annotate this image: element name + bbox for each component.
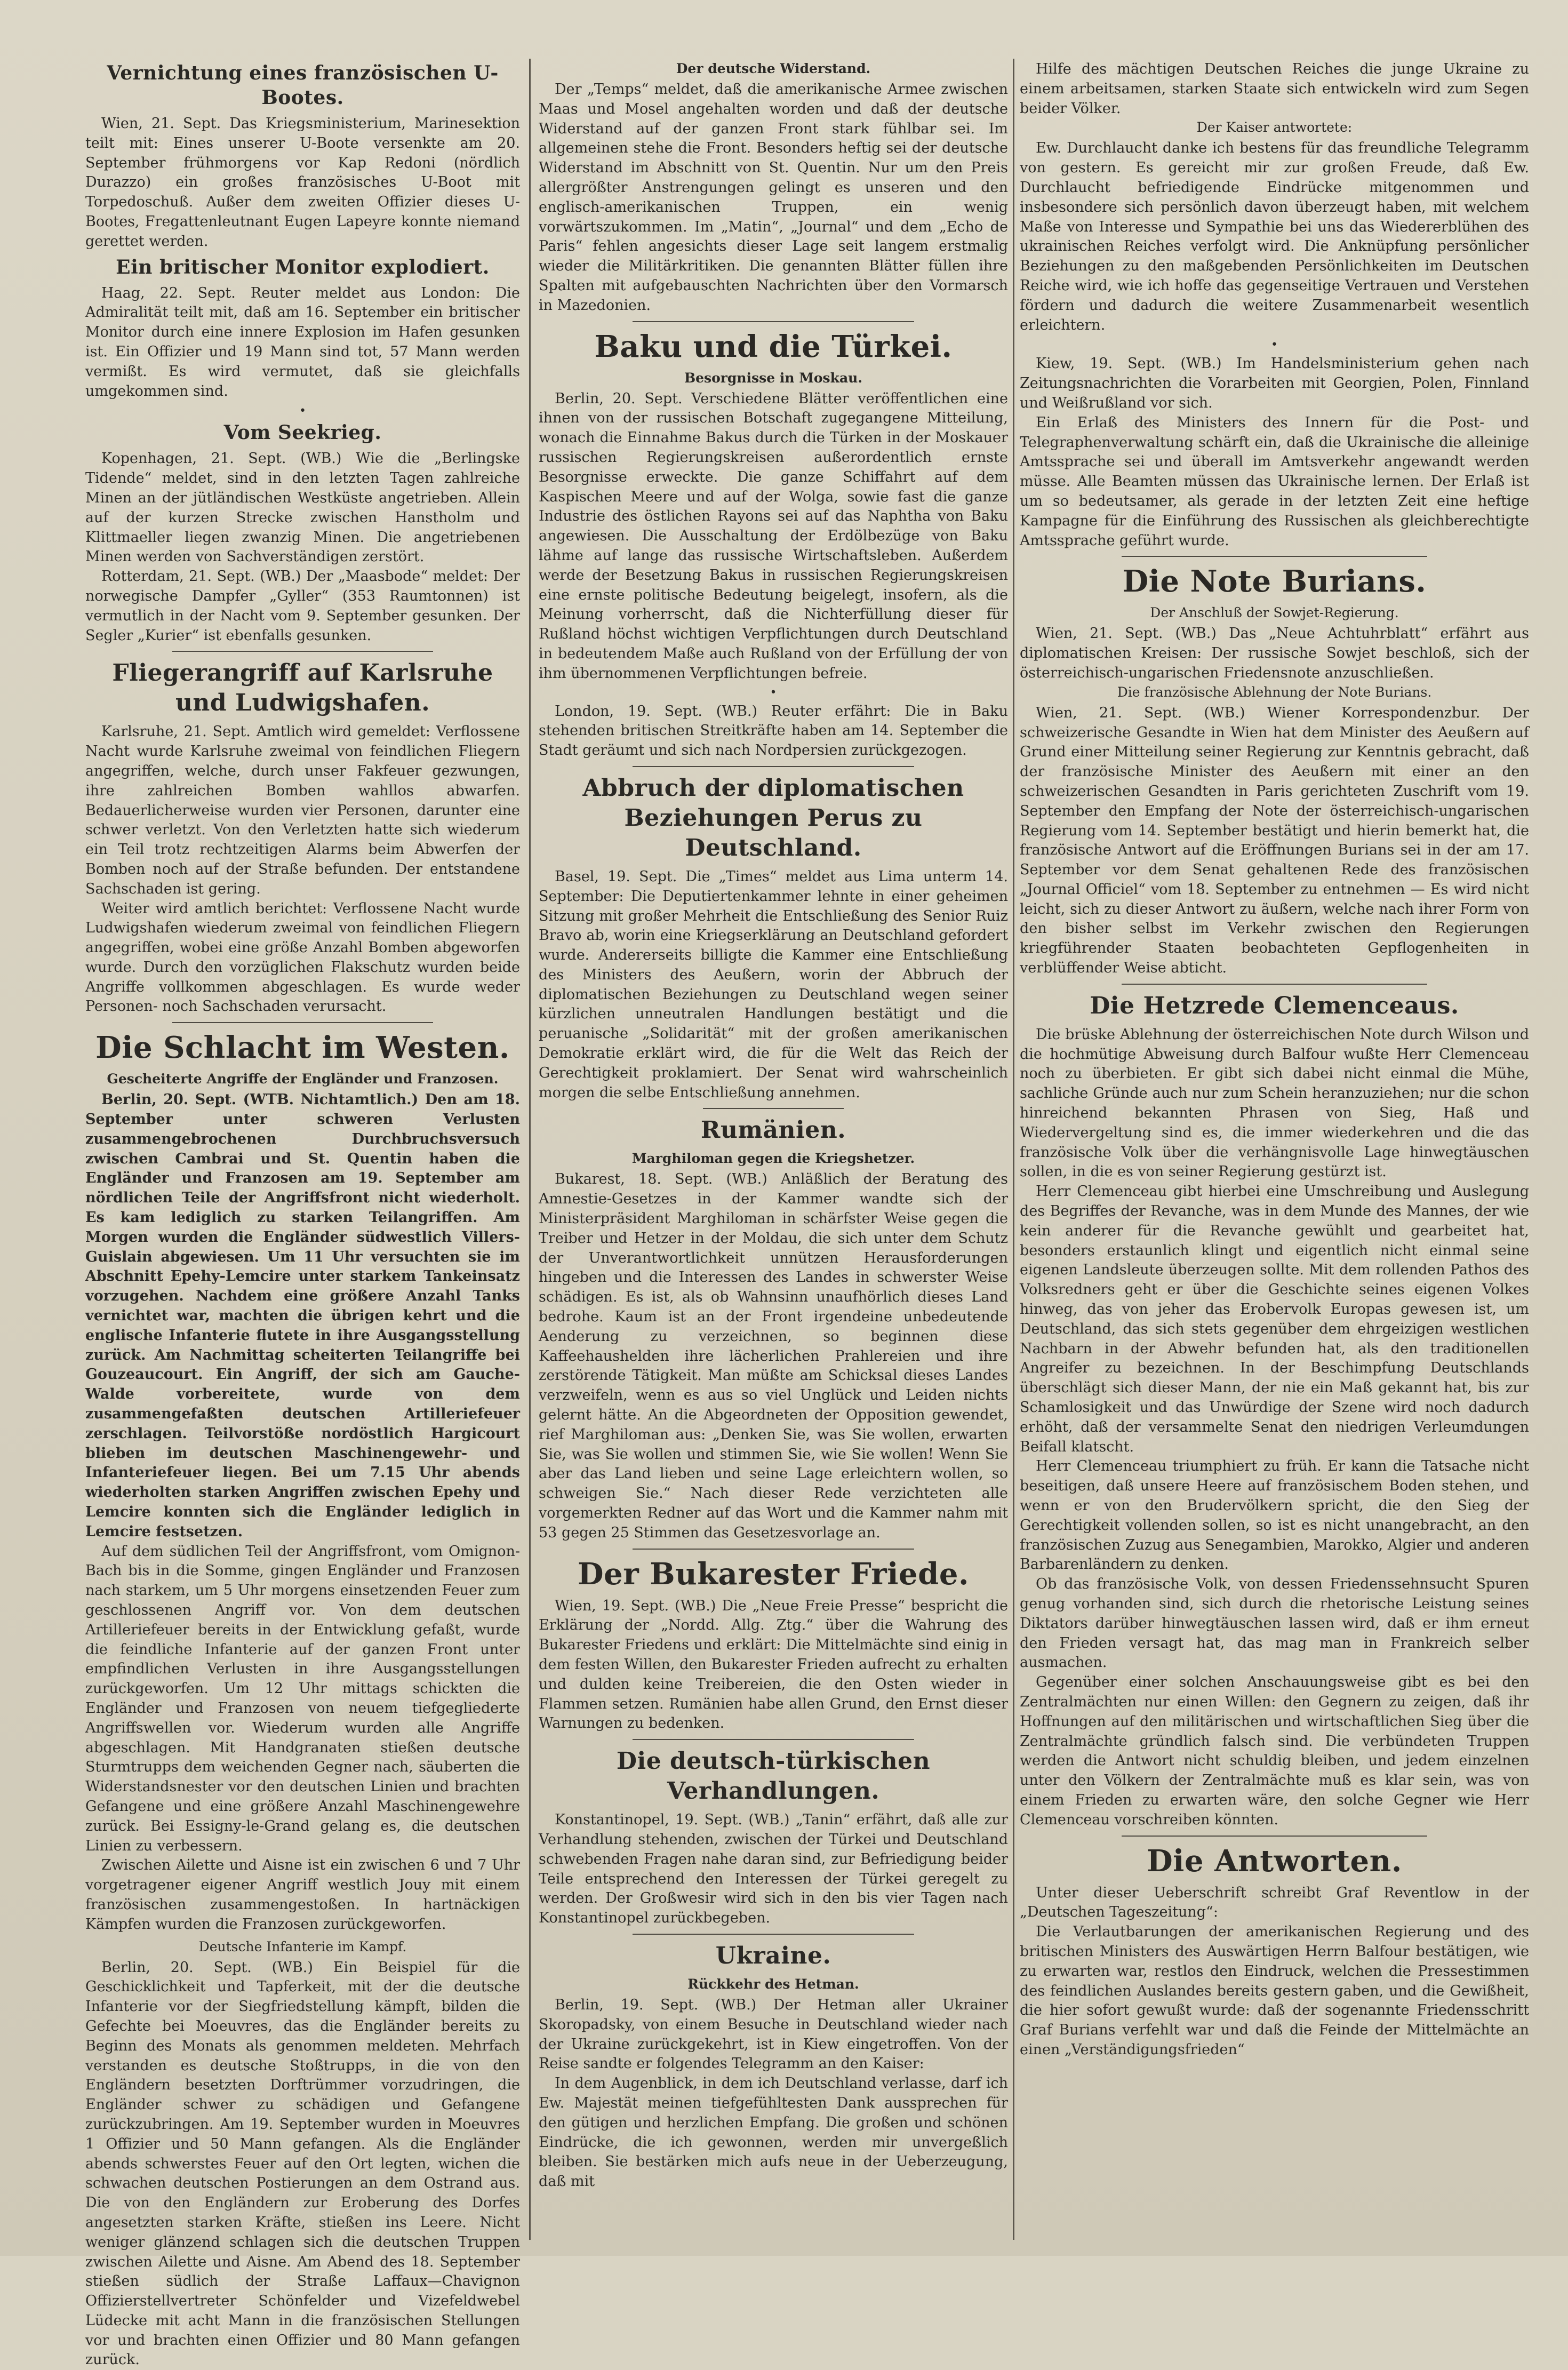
article-ukraine (539, 1941, 1008, 2192)
separator-rule (1122, 984, 1427, 985)
article-paragraph: Unter dieser Ueberschrift schreibt Graf Reventlow in der „Deutschen Tageszeitung“: (1020, 1884, 1529, 1921)
article-text: Wien, 19. Sept. (WB.) Die „Neue Freie Presse“ bespricht die Erklärung der „Nordd. Allg. Ztg.“ über die Wahrung des Bukarester Friedens und erklärt: Die Mittelmächte sind einig in dem festen Willen, den Bukarester Frieden aufrecht zu erhalten und dulden keine Treibereien, die den Osten wieder in Flammen setzen. Rumänien habe allen Grund, den Ernst dieser Warnungen zu bedenken. (539, 1597, 1008, 1732)
article-paragraph: Berlin, 20. Sept. (WTB. Nichtamtlich.) Den am 18. September unter schweren Verlusten zusammengebrochenen Durchbruchsversuch zwischen Cambrai und St. Quentin haben die Engländer und Franzosen am 19. September am nördlichen Teile der Angriffsfront nicht wiederholt. Es kam lediglich zu starken Teilangriffen. Am Morgen wurden die Engländer südwestlich Villers-Guislain abgewiesen. Um 11 Uhr versuchten sie im Abschnitt Epehy-Lemcire unter starkem Tankeinsatz vorzugehen. Nachdem eine größere Anzahl Tanks vernichtet war, machten die übrigen kehrt und die englische Infanterie flutete in ihre Ausgangsstellung zurück. Am Nachmittag scheiterten Teilangriffe bei Gouzeaucourt. Ein Angriff, der sich am Gauche-Walde vorbereitete, wurde von dem zusammengefaßten deutschen Artilleriefeuer zerschlagen. Teilvorstöße nordöstlich Hargicourt blieben im deutschen Maschinengewehr- und Infanteriefeuer liegen. Bei um 7.15 Uhr abends wiederholten starken Angriffen zwischen Epehy und Lemcire konnten sich die Engländer lediglich in Lemcire festsetzen. (85, 1091, 520, 1540)
headline: Der deutsche Widerstand. (676, 61, 871, 76)
article-paragraph: Kiew, 19. Sept. (WB.) Im Handelsministerium gehen nach Zeitungsnachrichten die Vorarbeiten mit Georgien, Polen, Finnland und Weißrußland vor sich. (1020, 355, 1529, 411)
article-paragraph: Ew. Durchlaucht danke ich bestens für das freundliche Telegramm von gestern. Es gereicht mir zur großen Freude, daß Ew. Durchlaucht befriedigende Eindrücke mitgenommen und insbesondere sich persönlich davon überzeugt haben, mit welchem Maße von Interesse und Sympathie bei uns das Wiedererblühen des ukrainischen Reiches verfolgt wird. Die Anknüpfung persönlicher Beziehungen zu den maßgebenden Persönlichkeiten im Deutschen Reiche wird, wie ich hoffe das gegenseitige Vertrauen und Verstehen fördern und dadurch die weitere Zusammenarbeit wesentlich erleichtern. (1020, 140, 1529, 333)
article-kiew (1020, 354, 1529, 550)
subheadline: Der Kaiser antwortete: (1196, 119, 1353, 135)
headline: Baku und die Türkei. (594, 329, 953, 364)
article-paragraph: Berlin, 19. Sept. (WB.) Der Hetman aller Ukrainer Skoropadsky, von einem Besuche in Deutschland wieder nach der Ukraine zurückgekehrt, ist in Kiew eingetroffen. Von der Reise sandte er folgendes Telegramm an den Kaiser: (539, 1996, 1008, 2072)
headline: Ukraine. (715, 1942, 831, 1969)
article-paragraph: Gegenüber einer solchen Anschauungsweise gibt es bei den Zentralmächten nur einen Willen: den Gegnern zu zeigen, daß ihr Hoffnungen auf den militärischen und wirtschaftlichen Sieg über die Zentralmächte gründlich falsch sind. Die verbündeten Truppen werden die Antwort nicht schuldig bleiben, und jedem einzelnen unter den Völkern der Zentralmächte muß es klar sein, was von einem Frieden zu erwarten wäre, den solche Gegner wie Herr Clemenceau vorschreiben könnten. (1020, 1674, 1529, 1828)
article-note-burians (1020, 563, 1529, 978)
subheadline: Marghiloman gegen die Kriegshetzer. (631, 1151, 915, 1167)
article-text: Konstantinopel, 19. Sept. (WB.) „Tanin“ erfährt, daß alle zur Verhandlung stehenden, zwischen der Türkei und Deutschland schwebenden Fragen nahe daran sind, zur Befriedigung beider Teile entsprechend den Interessen der Türkei geregelt zu werden. Der Großwesir wird sich in den bis vier Tagen nach Konstantinopel zurückbegeben. (539, 1812, 1008, 1927)
article-text: Berlin, 20. Sept. (WB.) Ein Beispiel für die Geschicklichkeit und Tapferkeit, mit der die deutsche Infanterie vor der Siegfriedstellung kämpft, bilden die Gefechte bei Moeuvres, das die Engländer bereits zu Beginn des Monats als genommen meldeten. Mehrfach verstanden es deutsche Stoßtrupps, in die von den Engländern besetzten Dorftrümmer vorzudringen, die Engländer schwer zu schädigen und Gefangene zurückzubringen. Am 19. September wurden in Moeuvres 1 Offizier und 50 Mann gefangen. Als die Engländer abends schwerstes Feuer auf den Ort legten, wichen die schwachen deutschen Postierungen an dem Ostrand aus. Die von den Engländern zur Eroberung des Dorfes angesetzten starken Kräfte, stießen ins Leere. Nicht weniger glänzend schlagen sich die deutschen Truppen zwischen Ailette und Aisne. Am Abend des 18. September stießen südlich der Straße Laffaux—Chavignon Offizierstellvertreter Schönfelder und Vizefeldwebel Lüdecke mit acht Mann in die französischen Stellungen vor und brachten einen Offizier und 80 Mann gefangen zurück. (85, 1959, 520, 2368)
article-paragraph: Berlin, 20. Sept. Verschiedene Blätter veröffentlichen eine ihnen von der russischen Botschaft zugegangene Mitteilung, wonach die Einnahme Bakus durch die Türken in der Moskauer russischen Regierungskreisen außerordentlich ernste Besorgnisse erweckte. Die ganze Schiffahrt auf dem Kaspischen Meere und auf der Wolga, sowie fast die ganze Industrie des östlichen Rayons sei auf das Naphtha von Baku angewiesen. Die Ausschaltung der Erdölbezüge von Baku lähme auf lange das russische Wirtschaftsleben. Außerdem werde der Besetzung Bakus in russischen Regierungskreisen eine ernste politische Bedeutung beigelegt, insofern, als die Meinung vorherrscht, daß die Nichterfüllung dieser für Rußland höchst wichtigen Verpflichtungen durch Deutschland in bedeutendem Maße auch Rußland von der Erfüllung der von ihm übernommenen Verpflichtungen befreie. (539, 390, 1008, 682)
headline: Die Note Burians. (1122, 564, 1427, 600)
subheadline: Der Anschluß der Sowjet-Regierung. (1150, 605, 1399, 621)
article-text: Haag, 22. Sept. Reuter meldet aus London: Die Admiralität teilt mit, daß am 16. September ein britischer Monitor durch eine innere Explosion im Hafen gesunken ist. Ein Offizier und 19 Mann sind tot, 57 Mann werden vermißt. Es wird vermutet, daß sie gleichfalls umgekommen sind. (85, 284, 520, 400)
article-schlacht-westen (85, 1030, 520, 1934)
article-paragraph: In dem Augenblick, in dem ich Deutschland verlasse, darf ich Ew. Majestät meinen tiefgefühltesten Dank aussprechen für den gütigen und herzlichen Empfang. Die großen und schönen Eindrücke, die ich gewonnen, werden mir unvergeßlich bleiben. Sie bestärken mich aufs neue in der Ueberzeugung, daß mit (539, 2075, 1008, 2190)
headline: Die Hetzrede Clemenceaus. (1090, 992, 1459, 1019)
article-u-boot (85, 61, 520, 252)
article-paragraph: Wien, 21. Sept. (WB.) Wiener Korrespondenzbur. Der schweizerische Gesandte in Wien hat dem Minister des Aeußern auf Grund einer Mitteilung seiner Regierung zur Kenntnis gebracht, daß der französische Minister des Aeußern mit einer an den schweizerischen Gesandten in Paris gerichteten Zuschrift vom 19. September den Empfang der Note der österreichisch-ungarischen Regierung vom 14. September bestätigt und hierin bemerkt hat, die französische Antwort auf die Eröffnungen Burians sei in der am 17. September vor dem Senat gehaltenen Rede des französischen „Journal Officiel“ vom 18. September zu entnehmen — Es wird nicht leicht, sich zu dieser Antwort zu äußern, welche nach ihrer Form von den bisher selbst im Verkehr zwischen den Regierungen kriegführender Staaten beobachteten Gepflogenheiten in verblüffender Weise abticht. (1020, 704, 1529, 977)
article-bukarester-friede (539, 1556, 1008, 1734)
article-paragraph: Wien, 21. Sept. (WB.) Das „Neue Achtuhrblatt“ erfährt aus diplomatischen Kreisen: Der russische Sowjet beschloß, sich der österreichisch-ungarischen Friedensnote anzuschließen. (1020, 625, 1529, 681)
article-paragraph: Herr Clemenceau gibt hierbei eine Umschreibung und Auslegung des Begriffes der Revanche, was in dem Munde des Mannes, der wie kein anderer für die Revanche gewühlt und gearbeitet hat, besonders erstaunlich klingt und eigentlich nicht einmal seine eigenen Landsleute überzeugen sollte. Mit dem rollenden Pathos des Volksredners geht er über die Geschichte seines eigenen Volkes hinweg, das von jeher das Erobervolk Europas gewesen ist, um Deutschland, das sich stets gegenüber dem ehrgeizigen westlichen Nachbarn in der Abwehr befunden hat, als den traditionellen Angreifer zu bezeichnen. In der Beschimpfung Deutschlands überschlägt sich dieser Mann, der nie ein Maß gekannt hat, bis zur Schamlosigkeit und das Unwürdige der Szene wird noch dadurch erhöht, daß der versammelte Senat den niedrigen Verleumdungen Beifall klatscht. (1020, 1183, 1529, 1455)
separator-rule (172, 651, 433, 652)
article-text: Wien, 21. Sept. Das Kriegsministerium, Marinesektion teilt mit: Eines unserer U-Boote versenkte am 20. September frühmorgens vor Kap Redoni (nördlich Durazzo) ein großes französisches U-Boot mit Torpedoschuß. Außer dem zweiten Offizier dieses U-Bootes, Fregattenleutnant Eugen Lapeyre konnte niemand gerettet werden. (85, 115, 520, 250)
article-paragraph: Auf dem südlichen Teil der Angriffsfront, vom Omignon-Bach bis in die Somme, gingen Engländer und Franzosen nach starkem, um 5 Uhr morgens einsetzenden Feuer zum geschlossenen Angriff vor. Von dem deutschen Artilleriefeuer bereits in der Entwicklung gefaßt, wurde die feindliche Infanterie auf der ganzen Front unter empfindlichen Verlusten in ihre Ausgangsstellungen zurückgeworfen. Um 12 Uhr mittags schickten die Engländer und Franzosen von neuem tiefgegliederte Angriffswellen vor. Wiederum wurden alle Angriffe abgeschlagen. Mit Handgranaten stießen deutsche Sturmtrupps dem weichenden Gegner nach, säuberten die Widerstandsnester vor den deutschen Linien und brachten Gefangene und eine größere Anzahl Maschinengewehre zurück. Bei Essigny-le-Grand gelang es, die deutschen Linien zu verbessern. (85, 1543, 520, 1854)
separator-rule (1122, 556, 1427, 557)
headline: Rumänien. (700, 1116, 846, 1144)
article-peru (539, 773, 1008, 1103)
headline: Abbruch der diplomatischen Beziehungen Perus zu Deutschland. (582, 774, 964, 861)
article-fliegerangriff (85, 658, 520, 1017)
headline: Fliegerangriff auf Karlsruhe und Ludwigshafen. (112, 659, 493, 717)
article-paragraph: Zwischen Ailette und Aisne ist ein zwischen 6 und 7 Uhr vorgetragener eigener Angriff westlich Jouy mit einem französischen zusammengestoßen. In hartnäckigen Kämpfen wurden die Franzosen zurückgeworfen. (85, 1857, 520, 1933)
article-monitor (85, 255, 520, 402)
column-rule (1013, 59, 1014, 2240)
article-paragraph: Hilfe des mächtigen Deutschen Reiches die junge Ukraine zu einem arbeitsamen, starken Staate sich entwickeln wird zum Segen beider Völker. (1020, 61, 1529, 117)
article-text: Bukarest, 18. Sept. (WB.) Anläßlich der Beratung des Amnestie-Gesetzes in der Kammer wandte sich der Ministerpräsident Marghiloman in schärfster Weise gegen die Treiber und Hetzer in der Moldau, die sich unter dem Schutz der Unverantwortlichkeit unnützen Herausforderungen hingeben und die Interessen des Landes in schwerster Weise schädigen. Es ist, als ob Wahnsinn unaufhörlich dieses Land bedrohe. Kaum ist an der Front irgendeine unbedeutende Aenderung zu verzeichnen, so beginnen diese Kaffeehaushelden ihre lächerlichen Prahlereien und ihre zerstörende Tätigkeit. Man müßte am Schicksal dieses Landes verzweifeln, wenn es aus so viel Unglück und Leiden nichts gelernt hätte. An die Abgeordneten der Opposition gewendet, rief Marghiloman aus: „Denken Sie, was Sie wollen, erwarten Sie, was Sie wollen und stimmen Sie, wie Sie wollen! Wenn Sie aber das Land lieben und seine Lage erleichtern wollen, so schweigen Sie.“ Nach dieser Rede verzichteten alle vorgemerkten Redner auf das Wort und die Kammer nahm mit 53 gegen 25 Stimmen das Gesetzesvorlage an. (539, 1171, 1008, 1541)
article-paragraph: Herr Clemenceau triumphiert zu früh. Er kann die Tatsache nicht beseitigen, daß unsere Heere auf französischem Boden stehen, und wenn er von den Brudervölkern spricht, die den Sieg der Gerechtigkeit vollenden sollen, so ist es nicht unangebracht, an den französischen Zuzug aus Senegambien, Marokko, Algier und anderen Barbarenländern zu denken. (1020, 1458, 1529, 1573)
separator-rule (633, 1739, 914, 1740)
article-paragraph: Kopenhagen, 21. Sept. (WB.) Wie die „Berlingske Tidende“ meldet, sind in den letzten Tagen zahlreiche Minen an der jütländischen Westküste angetrieben. Allein auf der kurzen Strecke zwischen Hanstholm und Klittmaeller liegen zwanzig Minen. Die angetriebenen Minen werden von Sachverständigen zerstört. (85, 450, 520, 565)
separator-dot: • (299, 404, 306, 418)
article-paragraph: Ob das französische Volk, von dessen Friedenssehnsucht Spuren genug vorhanden sind, sich durch die rhetorische Leistung seines Diktators darüber hinwegtäuschen lassen wird, daß er ihm erneut den Frieden versagt hat, das mag man in Frankreich selber ausmachen. (1020, 1576, 1529, 1671)
headline: Die Antworten. (1147, 1843, 1402, 1879)
article-widerstand (539, 60, 1008, 316)
article-text: Der „Temps“ meldet, daß die amerikanische Armee zwischen Maas und Mosel angehalten worden und daß der deutsche Widerstand auf der ganzen Front stark fühlbar sei. Im allgemeinen stehe die Front. Besonders heftig sei der deutsche Widerstand im Abschnitt von St. Quentin. Nur um den Preis allergrößter Anstrengungen gelingt es unseren und den englisch-amerikanischen Truppen, ein wenig vorwärtszukommen. Im „Matin“, „Journal“ und dem „Echo de Paris“ fehlen angesichts dieser Lage seit langem erstmalig wieder die Militärkritiken. Die genannten Blätter füllen ihre Spalten mit aufgebauschten Nachrichten über den Vormarsch in Mazedonien. (539, 81, 1008, 314)
separator-rule (1122, 1836, 1427, 1837)
article-seekrieg (85, 420, 520, 645)
article-paragraph: Karlsruhe, 21. Sept. Amtlich wird gemeldet: Verflossene Nacht wurde Karlsruhe zweimal von feindlichen Fliegern angegriffen, welche, durch unser Fakfeuer gezwungen, ihre zahlreichen Bomben wahllos abwarfen. Bedauerlicherweise wurden vier Personen, darunter eine schwer verletzt. Von den Verletzten hatte sich wiederum ein Teil trotz rechtzeitigen Alarms beim Abwerfen der Bomben noch auf der Straße befunden. Der entstandene Sachschaden ist gering. (85, 723, 520, 897)
subheadline: Besorgnisse in Moskau. (684, 370, 863, 386)
column-3 (1020, 60, 1529, 2235)
column-1 (85, 60, 520, 2368)
article-clemenceau (1020, 991, 1529, 1830)
article-baku (539, 329, 1008, 761)
article-deutsch-tuerkisch (539, 1746, 1008, 1928)
headline: Vom Seekrieg. (223, 421, 382, 444)
separator-rule (703, 1108, 844, 1109)
article-text: Basel, 19. Sept. Die „Times“ meldet aus Lima unterm 14. September: Die Deputiertenkammer lehnte in einer geheimen Sitzung mit großer Mehrheit die Entschließung des Senior Ruiz Bravo ab, worin eine Kriegserklärung an Deutschland gefordert wurde. Andererseits billigte die Kammer eine Entschließung des Ministers des Aeußern, worin der Abbruch der diplomatischen Beziehungen zu Deutschland wegen seiner kürzlichen unneutralen Handlungen bestätigt und die peruanische „Solidarität“ mit der großen amerikanischen Demokratie erklärt wird, die für die Welt das Reich der Gerechtigkeit proklamiert. Der Senat wird wahrscheinlich morgen die selbe Entschließung annehmen. (539, 868, 1008, 1101)
article-paragraph: Die brüske Ablehnung der österreichischen Note durch Wilson und die hochmütige Abweisung durch Balfour wußte Herr Clemenceau noch zu überbieten. Er gibt sich dabei nicht einmal die Mühe, sachliche Gründe auch nur zum Schein heranzuziehen; nur die schon hinreichend bekannten Phrasen von Sieg, Haß und Wiedervergeltung sind es, die immer wiederkehren und die das französische Volk über die verhängnisvolle Lage hinwegtäuschen sollen, in die es von seiner Regierung gestürzt ist. (1020, 1026, 1529, 1180)
subheadline: Rückkehr des Hetman. (687, 1976, 859, 1992)
subheadline: Deutsche Infanterie im Kampf. (198, 1938, 407, 1954)
article-paragraph: Ein Erlaß des Ministers des Innern für die Post- und Telegraphenverwaltung schärft ein, daß die Ukrainische die alleinige Amtssprache sei und überall im Amtsverkehr angewandt werden müsse. Alle Beamten müssen das Ukrainische lernen. Der Erlaß ist um so bedeutsamer, als gerade in der letzten Zeit eine heftige Kampagne für die Einführung des Russischen als gleichberechtigte Amtssprache geführt wurde. (1020, 414, 1529, 549)
separator-rule (172, 1022, 433, 1023)
separator-dot: • (1271, 338, 1278, 352)
headline: Die Schlacht im Westen. (95, 1030, 510, 1066)
column-2 (539, 60, 1008, 2235)
separator-dot: • (770, 685, 777, 699)
headline: Die deutsch-türkischen Verhandlungen. (616, 1747, 931, 1805)
separator-rule (633, 321, 914, 322)
article-rumaenien (539, 1115, 1008, 1543)
article-antworten (1020, 1843, 1529, 2060)
article-paragraph: Die Verlautbarungen der amerikanischen Regierung und des britischen Ministers des Auswärtigen Herrn Balfour bestätigen, wie zu erwarten war, restlos den Eindruck, welchen die Pressestimmen des feindlichen Auslandes bereits gestern gaben, und die Gewißheit, die hier sofort gewußt wurde: daß der sogenannte Friedensschritt Graf Burians verfehlt war und daß die Feinde der Mittelmächte an einen „Verständigungsfrieden“ (1020, 1924, 1529, 2058)
headline: Vernichtung eines französischen U-Bootes. (107, 62, 499, 109)
subheadline: Die französische Ablehnung der Note Burians. (1117, 684, 1432, 700)
column-rule (529, 59, 531, 2240)
separator-rule (633, 1549, 914, 1550)
article-paragraph: Weiter wird amtlich berichtet: Verflossene Nacht wurde Ludwigshafen wiederum zweimal von feindlichen Fliegern angegriffen, wobei eine größe Anzahl Bomben abgeworfen wurde. Durch den vorzüglichen Flakschutz wurden beide Angriffe vollkommen abgeschlagen. Es wurde weder Personen- noch Sachschaden verursacht. (85, 900, 520, 1015)
article-paragraph: London, 19. Sept. (WB.) Reuter erfährt: Die in Baku stehenden britischen Streitkräfte haben am 14. September die Stadt geräumt und sich nach Nordpersien zurückgezogen. (539, 703, 1008, 759)
separator-rule (633, 766, 914, 767)
article-paragraph: Rotterdam, 21. Sept. (WB.) Der „Maasbode“ meldet: Der norwegische Dampfer „Gyller“ (353 Raumtonnen) ist vermutlich in der Nacht vom 9. September gesunken. Der Segler „Kurier“ ist ebenfalls gesunken. (85, 568, 520, 644)
subheadline: Gescheiterte Angriffe der Engländer und Franzosen. (107, 1071, 499, 1087)
separator-rule (633, 1934, 914, 1935)
headline: Ein britischer Monitor explodiert. (116, 256, 490, 278)
headline: Der Bukarester Friede. (578, 1556, 969, 1592)
article-infanterie (85, 1938, 520, 2370)
article-ukraine-continued (1020, 60, 1529, 335)
